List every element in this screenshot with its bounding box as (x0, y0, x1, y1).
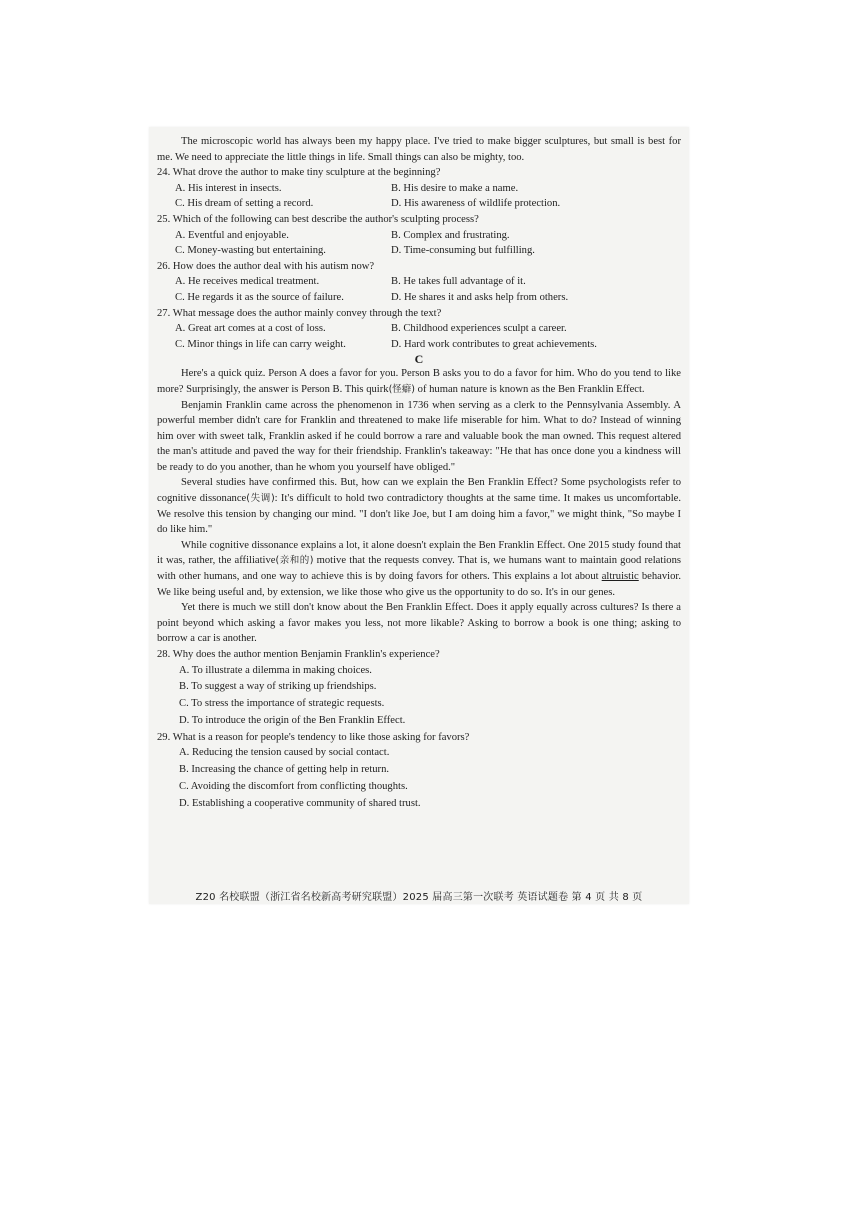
options (157, 181, 681, 212)
option-d: D. Hard work contributes to great achievements. (391, 338, 597, 350)
chinese-gloss: (怪癖) (388, 383, 415, 395)
text-run: behavior. We like being useful and, by extension, we like those who give us the opportunity to do so. It's in our genes. (157, 571, 681, 598)
section-heading-c: C (414, 352, 424, 367)
options (157, 228, 681, 259)
option-b: B. Increasing the chance of getting help in return. (179, 764, 390, 776)
option-d: D. He shares it and asks help from others. (391, 291, 569, 303)
text-run: of human nature is known as the Ben Franklin Effect. (415, 383, 645, 395)
options (157, 321, 681, 352)
passage-b-ending: The microscopic world has always been my happy place. I've tried to make bigger sculptures, but small is best for me. We need to appreciate the little things in life. Small things can also be mighty, too. (157, 136, 681, 163)
options (157, 745, 681, 812)
text-run: Here's a quick quiz. Person A does a favor for you. Person B asks you to do a favor for him. Who do you tend to like more? Surprisingly, the answer is Person B. This quirk (157, 368, 681, 395)
question-24 (157, 165, 681, 212)
option-a: A. To illustrate a dilemma in making choices. (179, 664, 372, 676)
question-29 (157, 730, 681, 813)
chinese-gloss: (亲和的) (275, 555, 314, 567)
option-b: B. To suggest a way of striking up friendships. (179, 681, 377, 693)
question-27 (157, 306, 681, 353)
passage-c-paragraph-5: Yet there is much we still don't know about the Ben Franklin Effect. Does it apply equally across cultures? Is there a point beyond which asking a favor makes you less, not more likable? Asking to borrow a book is one thing; asking to borrow a car is another. (157, 602, 681, 645)
option-c: C. He regards it as the source of failure. (175, 291, 344, 303)
option-b: B. His desire to make a name. (391, 182, 519, 194)
question-stem: 28. Why does the author mention Benjamin Franklin's experience? (157, 649, 440, 660)
question-stem: 26. How does the author deal with his autism now? (157, 260, 375, 272)
question-stem: 25. Which of the following can best describe the author's sculpting process? (157, 213, 479, 225)
option-d: D. Establishing a cooperative community of shared trust. (179, 797, 421, 809)
option-a: A. Eventful and enjoyable. (175, 229, 289, 241)
text-run: motive that the requests convey. That is, we humans want to maintain good relations with other humans, and one way to achieve this is by doing favors for others. This explains a lot about (157, 555, 681, 583)
option-d: D. To introduce the origin of the Ben Franklin Effect. (179, 714, 406, 726)
question-25 (157, 212, 681, 259)
option-c: C. To stress the importance of strategic requests. (179, 698, 385, 710)
option-a: A. He receives medical treatment. (175, 276, 320, 288)
question-26 (157, 259, 681, 306)
page-footer: Z20 名校联盟（浙江省名校新高考研究联盟）2025 届高三第一次联考 英语试题卷 第 4 页 共 8 页 (195, 892, 643, 903)
text-run: Several studies have confirmed this. But, how can we explain the Ben Franklin Effect? Some psychologists refer to cognitive dissonance (157, 477, 681, 505)
passage-c-paragraph-4 (157, 538, 681, 600)
option-c: C. Avoiding the discomfort from conflicting thoughts. (179, 780, 408, 792)
underlined-word: altruistic (601, 571, 639, 583)
options (157, 274, 681, 305)
option-c: C. His dream of setting a record. (175, 198, 314, 210)
question-stem: 29. What is a reason for people's tendency to like those asking for favors? (157, 731, 470, 743)
option-a: A. Reducing the tension caused by social contact. (179, 747, 390, 759)
option-b: B. Childhood experiences sculpt a career. (391, 323, 567, 335)
options (157, 663, 681, 730)
question-stem: 24. What drove the author to make tiny sculpture at the beginning? (157, 167, 441, 179)
text-run: While cognitive dissonance explains a lot, it alone doesn't explain the Ben Franklin Effect. One 2015 study found that it was, rather, the affiliative (157, 539, 681, 567)
chinese-gloss: (失调) (246, 493, 275, 505)
option-d: D. Time-consuming but fulfilling. (391, 245, 535, 257)
text-run: : It's difficult to hold two contradictory thoughts at the same time. It makes us uncomfortable. We resolve this tension by changing our mind. "I don't like Joe, but I am doing him a favor," we might think, "So maybe I do like him." (157, 493, 681, 536)
question-stem: 27. What message does the author mainly convey through the text? (157, 307, 442, 319)
option-c: C. Money-wasting but entertaining. (175, 245, 326, 257)
option-a: A. Great art comes at a cost of loss. (175, 323, 326, 335)
question-28 (157, 647, 681, 730)
option-c: C. Minor things in life can carry weight. (175, 338, 346, 350)
page-content (157, 134, 681, 813)
passage-c-paragraph-1 (157, 366, 681, 397)
option-d: D. His awareness of wildlife protection. (391, 198, 561, 210)
option-b: B. Complex and frustrating. (391, 229, 510, 241)
option-a: A. His interest in insects. (175, 182, 282, 194)
option-b: B. He takes full advantage of it. (391, 276, 526, 288)
passage-c-paragraph-3 (157, 475, 681, 537)
passage-c-paragraph-2: Benjamin Franklin came across the phenomenon in 1736 when serving as a clerk to the Pennsylvania Assembly. A powerful member didn't care for Franklin and threatened to make life miserable for him. What to do? Instead of winning him over with sweet talk, Franklin asked if he could borrow a rare and valuable book the man owned. This request altered the man's attitude and paved the way for their friendship. Franklin's takeaway: "He that has once done you a kindness will be ready to do you another, than he whom you yourself have obliged." (157, 399, 681, 473)
